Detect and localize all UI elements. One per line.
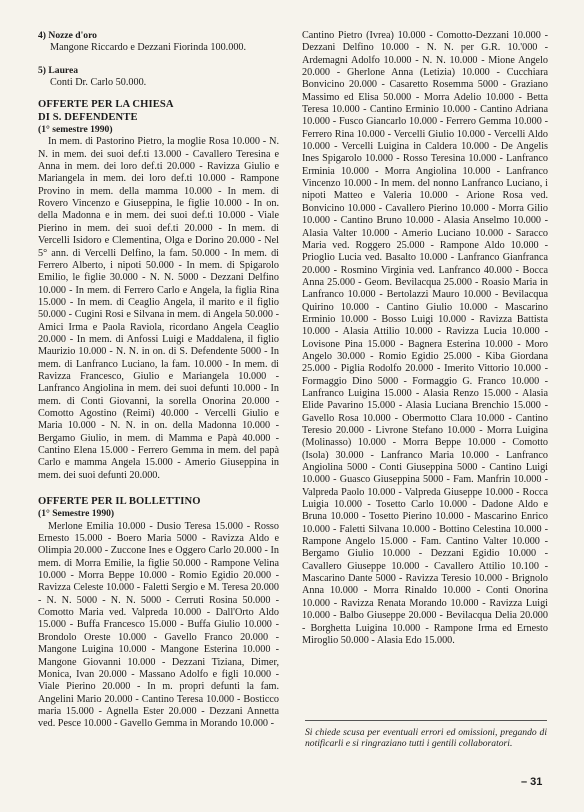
nozze-title: 4) Nozze d'oro [38,30,97,41]
page-number: – 31 [521,776,543,788]
right-column [302,30,548,647]
left-column [38,30,279,731]
chiesa-body: In mem. di Pastorino Pietro, la moglie Rosa 10.000 - N. N. in mem. dei suoi def.ti 13.000 - Cavallero Teresina e Anna in mem. dei loro def.ti 20.000 - Ravizza Giulio e Mariangela in mem. dei loro def.ti 10.000 - Rampone Provino in mem. della mamma 10.000 - In mem. di Rovero Vincenzo e Giuseppina, le figlie 10.000 - In on. della Madonna e in mem. dei suoi def.ti 10.000 - Viale Pierino in mem. dei suoi def.ti 20.000 - In mem. di Vercelli Isidoro e Clementina, Olga e Dorino 20.000 - Nel 5° ann. di Vercelli Delfino, la fam. 50.000 - In mem. di Ferrero Alberto, i nipoti 50.000 - In mem. di Spigarolo Emilio, le figlie 30.000 - N. N. 5000 - Dezzani Delfino 10.000 - In mem. di Ferrero Carlo e Angela, la figlia Rina 15.000 - In mem. di Ceaglio Angela, il marito e il figlio 50.000 - Cugini Rosi e Silvana in mem. di Angela 50.000 - Amici Irma e Paola Raviola, ricordano Angela Ceaglio 20.000 - In mem. di Anfossi Luigi e Maddalena, il figlio Maurizio 10.000 - N. N. in on. di S. Defendente 5000 - In mem. di Lanfranco Luciano, la fam. 10.000 - In mem. di Ravizza Francesco, Giulio e Mariangela 10.000 - Lanfranco Angiolina in mem. dei suoi defunti 10.000 - In mem. di Conti Giovanni, la sorella Onorina 20.000 - Comotto Agostino (Reimi) 40.000 - Vercelli Giulio e Maria 10.000 - N. N. in on. della Madonna 10.000 - Bergamo Giulio, in mem. di Mamma e Papà 40.000 - Cantino Elena 15.000 - Ferrero Gemma in mem. del papà Carlo e mamma Angela 15.000 - Amerio Giuseppina in mem. dei suoi defunti 20.000. [38,136,279,481]
chiesa-semester: (1° semestre 1990) [38,124,113,136]
footnote: Si chiede scusa per eventuali errori ed omissioni, pregando di notificarli e si ringraziano tutti i gentili collaboratori. [305,720,547,750]
bollettino-body: Merlone Emilia 10.000 - Dusio Teresa 15.000 - Rosso Ernesto 15.000 - Boero Maria 5000 - Ravizza Aldo e Olimpia 20.000 - Zuccone Ines e Oggero Carlo 20.000 - In mem. di Morra Emilie, la figlie 50.000 - Rampone Velina 10.000 - Morra Beppe 10.000 - Romio Egidio 20.000 - Ravizza Celeste 10.000 - Faletti Sergio e M. Teresa 20.000 - N. N. 5000 - N. N. 5000 - Cerruti Rosina 50.000 - Comotto Maria ved. Valpreda 10.000 - Dall'Orto Aldo 15.000 - Buffa Francesco 15.000 - Buffa Giulio 10.000 - Brondolo Oreste 10.000 - Gavello Franco 20.000 - Mangone Luigina 10.000 - Mangone Esterina 10.000 - Mangone Giovanni 10.000 - Dezzani Tiziana, Dimer, Monica, Ivan 20.000 - Massano Adolfo e figli 10.000 - Viale Pierino 20.000 - In m. propri defunti la fam. Angelini Mario 20.000 - Cantino Teresa 10.000 - Bosticco maria 15.000 - Agnella Ester 20.000 - Dezzani Annetta ved. Pesce 10.000 - Gavello Gemma in Morando 10.000 - [38,520,279,730]
bollettino-section [38,496,279,731]
chiesa-section [38,99,279,482]
chiesa-title-line2: DI S. DEFENDENTE [38,111,138,123]
bollettino-title: OFFERTE PER IL BOLLETTINO [38,496,201,508]
chiesa-title-line1: OFFERTE PER LA CHIESA [38,99,174,111]
nozze-text: Mangone Riccardo e Dezzani Fiorinda 100.000. [50,42,247,54]
bollettino-body-continued: Cantino Pietro (Ivrea) 10.000 - Comotto-Dezzani 10.000 - Dezzani Delfino 10.000 - N. N. per G.R. 10.'000 - Ardemagni Adolfo 10.000 - N. N. 10.000 - Mione Angelo 20.000 - Gherlone Anna (Letizia) 10.000 - Cucchiara Bonvicino 20.000 - Casaretto Rosemma 5000 - Graziano Massimo ed Elisa 50.000 - Morra Adelio 10.000 - Betta Teresa 10.000 - Cantino Erminio 10.000 - Cantino Adriana 10.000 - Fusco Giancarlo 10.000 - Ferrero Gemma 10.000 - Ferrero Rina 10.000 - Vercelli Giulio 10.000 - Vercelli Aldo 10.000 - Vercelli Luigina in Caldera 10.000 - De Angelis Ines Spigarolo 10.000 - Rosso Teresina 10.000 - Lanfranco Erminia 10.000 - Morra Angiolina 10.000 - Lanfranco Vincenzo 10.000 - In mem. del nonno Lanfranco Luciano, i nipoti Matteo e Valeria 10.000 - Arione Rosa ved. Bonvicino 10.000 - Cavallero Pierino 10.000 - Morra Gilio 10.000 - Cantino Bruno 10.000 - Alasia Anselmo 10.000 - Alasia Valter 10.000 - Amerio Luciano 10.000 - Saracco Maria ved. Roggero 25.000 - Rampone Aldo 10.000 - Prioglio Lucia ved. Basalto 10.000 - Lanfranco Gianfranca 20.000 - Rosmino Virginia ved. Lanfranco 40.000 - Bocca Anna 25.000 - Geom. Bevilacqua 25.000 - Roasio Maria in Lanfranco 10.000 - Bertolazzi Mauro 10.000 - Bevilacqua Quirino 10.000 - Cantino Giulio 10.000 - Mascarino Erminio 10.000 - Bosso Luigi 10.000 - Ravizza Battista 10.000 - Alasia Attilio 10.000 - Ravizza Lucia 10.000 - Lovisone Pina 15.000 - Bagnera Esterina 10.000 - Moro Angelo 30.000 - Romio Egidio 25.000 - Kiba Giordana 25.000 - Piglia Rodolfo 20.000 - Imerito Vittorio 10.000 - Formaggio Dino 5000 - Formaggio G. Franco 10.000 - Lanfranco Luigina 15.000 - Alasia Renzo 15.000 - Alasia Elide Pavarino 15.000 - Alasia Luciana Brenchio 15.000 - Gavello Rosa 10.000 - Obermotto Clara 10.000 - Cantino Teresio 20.000 - Livrone Stefano 10.000 - Morra Luigina (Molinasso) 10.000 - Morra Beppe 10.000 - Comotto (Isola) 30.000 - Lanfranco Maria 10.000 - Lanfranco Angiolina 5000 - Conti Giuseppina 5000 - Cantino Luigi 10.000 - Guasco Giuseppina 5000 - Fam. Manfrin 10.000 - Valpreda Paolo 10.000 - Valpreda Giuseppe 10.000 - Rocca Luigia 10.000 - Tosetto Carlo 10.000 - Dadone Aldo e Bruna 10.000 - Tosetto Pierino 10.000 - Mascarino Enrico 10.000 - Faletti Silvana 10.000 - Bottino Celestina 10.000 - Rampone Angelo 15.000 - Fam. Cantino Valter 10.000 - Bergamo Giulio 10.000 - Dezzani Egidio 10.000 - Cavallero Giuseppe 10.000 - Cavallero Attilio 10.100 - Mascarino Dante 5000 - Ravizza Teresio 10.000 - Brignolo Anna 10.000 - Morra Rinaldo 10.000 - Conti Onorina 10.000 - Ravizza Renata Morando 10.000 - Ravizza Luigi 10.000 - Balbo Giuseppe 20.000 - Bevilacqua Delia 20.000 - Borghetta Luigina 10.000 - Rampone Irma ed Ernesto Miroglio 50.000 - Alasia Edo 15.000. [302,30,548,646]
laurea-text: Conti Dr. Carlo 50.000. [50,77,147,89]
bollettino-semester: (1° Semestre 1990) [38,508,115,520]
nozze-section [38,30,279,55]
laurea-title: 5) Laurea [38,64,79,76]
laurea-section [38,65,279,90]
